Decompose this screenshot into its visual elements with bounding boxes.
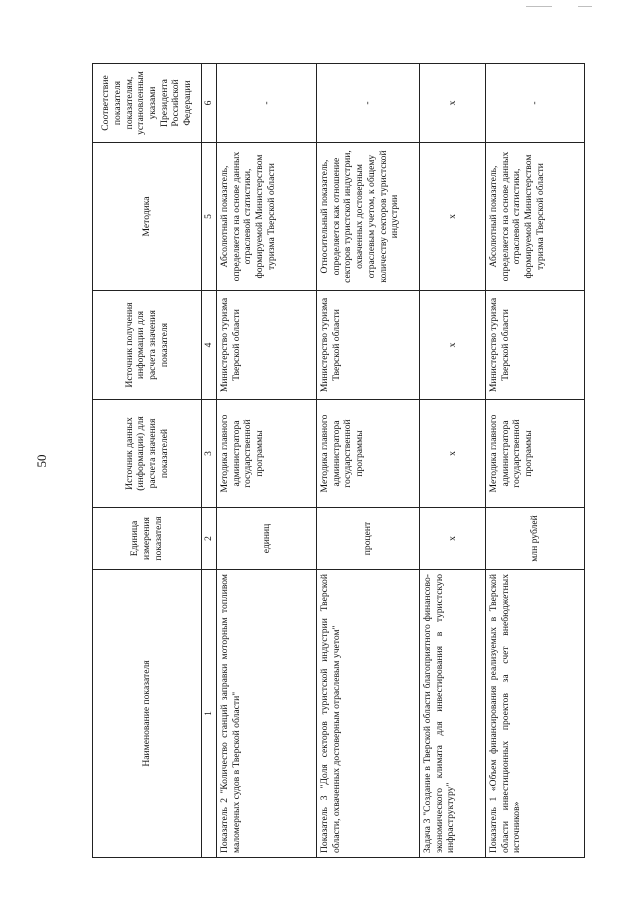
indicator-name: Показатель 2 "Количество станций заправки моторным топливом маломерных судов в Тверской области" [217,570,317,858]
table-row [420,64,486,858]
indicator-compliance: х [420,64,486,143]
scan-mark [526,6,552,7]
header-name: Наименование показателя [93,570,202,858]
indicator-data-source: Методика главного администратора государственной программы [317,400,420,508]
indicator-method: х [420,143,486,291]
indicator-unit: процент [317,508,420,570]
header-method: Методика [93,143,202,291]
column-number-row [202,64,217,858]
indicator-name: Показатель 1 «Объем финансирования реализуемых в Тверской области инвестиционных проектов за счет внебюджетных источников» [486,570,585,858]
indicator-name: Показатель 3 "Доля секторов туристской индустрии Тверской области, охваченных достоверным отраслевым учетом" [317,570,420,858]
indicator-data-source: Методика главного администратора государственной программы [217,400,317,508]
indicator-data-source: Методика главного администратора государственной программы [486,400,585,508]
indicator-method: Относительный показатель, определяется как отношение секторов туристской индустрии, охваченных достоверным отраслевым учетом, к общему количеству секторов туристской индустрии [317,143,420,291]
header-unit: Единица измерения показателя [93,508,202,570]
indicator-unit: млн рублей [486,508,585,570]
table-row [217,64,317,858]
header-compliance: Соответствие показателя показателям, установленным указами Президента Российской Федерации [93,64,202,143]
column-number: 5 [202,143,217,291]
indicator-unit: х [420,508,486,570]
indicator-compliance: - [317,64,420,143]
header-row [93,64,202,858]
header-info-source: Источник получения информации для расчета значения показателя [93,291,202,400]
indicator-info-source: х [420,291,486,400]
scan-mark [578,6,592,7]
column-number: 2 [202,508,217,570]
column-number: 1 [202,570,217,858]
indicator-compliance: - [217,64,317,143]
header-data-source: Источник данных (информации) для расчета значения показателей [93,400,202,508]
table-row [317,64,420,858]
indicator-unit: единиц [217,508,317,570]
rotated-table-container [92,64,584,858]
indicator-compliance: - [486,64,585,143]
column-number: 3 [202,400,217,508]
indicator-data-source: х [420,400,486,508]
indicators-table [92,63,585,858]
page-number: 50 [34,454,49,468]
task-name: Задача 3 "Создание в Тверской области благоприятного финансово-экономического климата для инвестирования в туристскую инфраструктуру" [420,570,486,858]
table-row [486,64,585,858]
column-number: 4 [202,291,217,400]
column-number: 6 [202,64,217,143]
indicator-info-source: Министерство туризма Тверской области [217,291,317,400]
indicator-info-source: Министерство туризма Тверской области [486,291,585,400]
indicator-method: Абсолютный показатель, определяется на основе данных отраслевой статистики, формируемой Министерством туризма Тверской области [486,143,585,291]
indicator-info-source: Министерство туризма Тверской области [317,291,420,400]
indicator-method: Абсолютный показатель, определяется на основе данных отраслевой статистики, формируемой Министерством туризма Тверской области [217,143,317,291]
